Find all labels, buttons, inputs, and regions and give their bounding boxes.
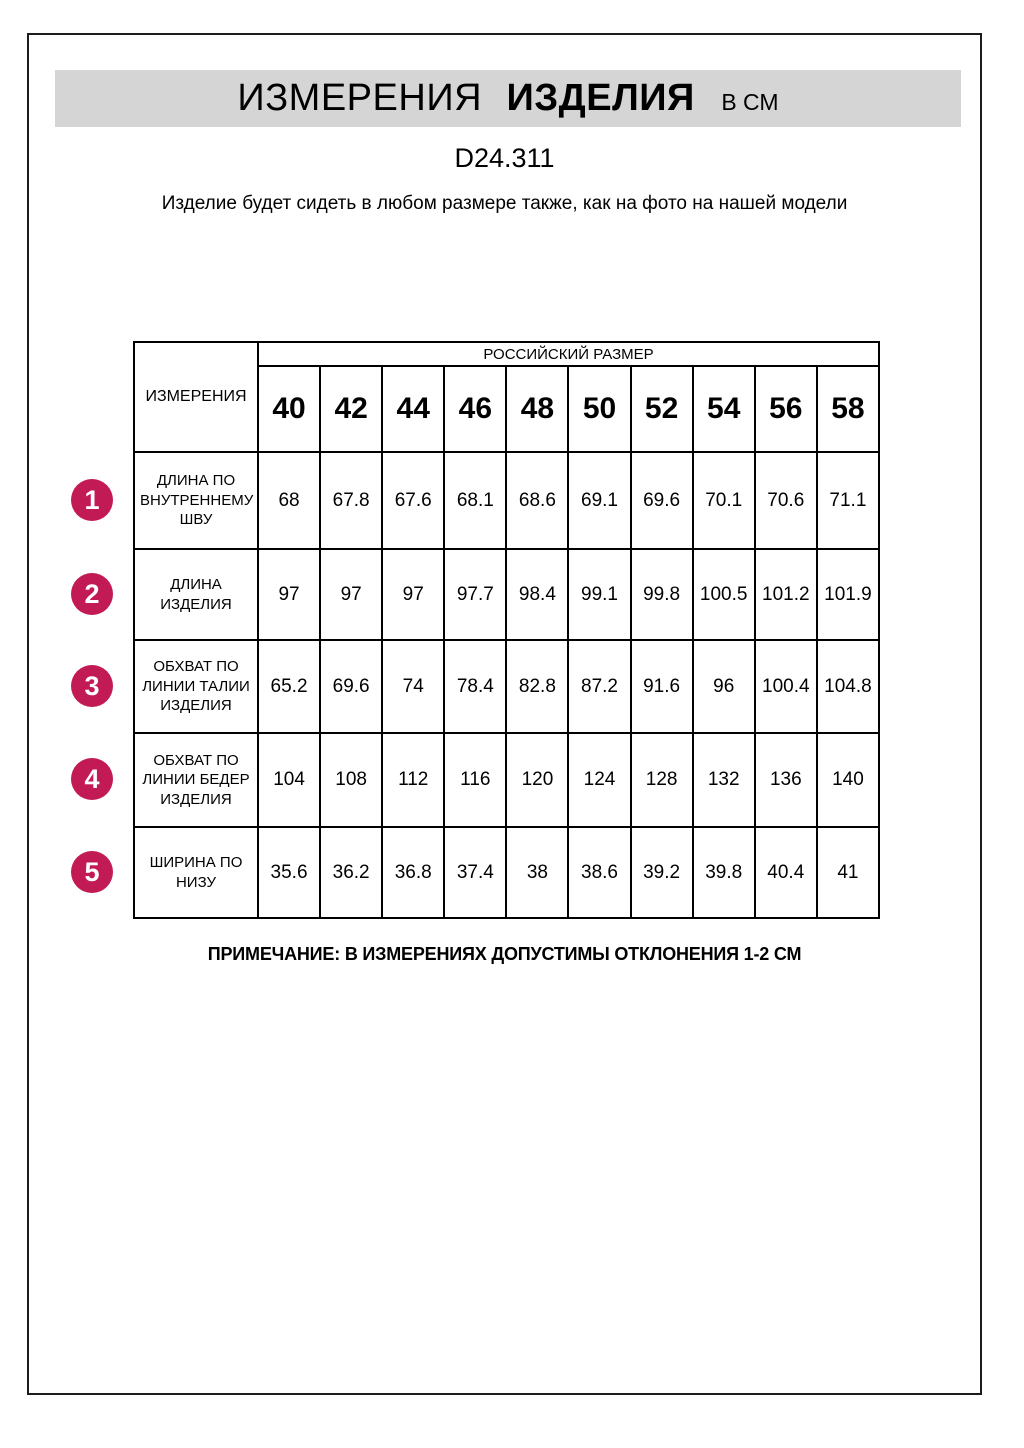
size-table-wrap — [84, 341, 880, 919]
measurement-value: 87.2 — [568, 640, 630, 733]
measurement-value: 100.4 — [755, 640, 817, 733]
group-header-row — [134, 342, 879, 366]
table-row — [134, 452, 879, 549]
measurement-value: 104 — [258, 733, 320, 827]
measurement-value: 100.5 — [693, 549, 755, 640]
row-number-badge: 2 — [71, 573, 113, 615]
page-title-unit: В СМ — [721, 89, 779, 115]
measurement-value: 67.8 — [320, 452, 382, 549]
size-column-header: 58 — [817, 366, 879, 452]
page-title-main: ИЗМЕРЕНИЯ — [237, 77, 483, 119]
table-row — [134, 733, 879, 827]
measurement-value: 68.1 — [444, 452, 506, 549]
measurement-value: 124 — [568, 733, 630, 827]
measurement-value: 69.6 — [631, 452, 693, 549]
measurement-label: ДЛИНА ИЗДЕЛИЯ — [134, 549, 258, 640]
measurement-value: 39.8 — [693, 827, 755, 918]
measurement-value: 78.4 — [444, 640, 506, 733]
measurement-value: 99.8 — [631, 549, 693, 640]
measurement-value: 39.2 — [631, 827, 693, 918]
model-code: D24.311 — [454, 143, 555, 173]
corner-header-cell: ИЗМЕРЕНИЯ — [134, 342, 258, 452]
size-column-header: 42 — [320, 366, 382, 452]
measurement-value: 97 — [258, 549, 320, 640]
measurement-value: 120 — [506, 733, 568, 827]
size-column-header: 40 — [258, 366, 320, 452]
subtitle: Изделие будет сидеть в любом размере также, как на фото на нашей модели — [161, 193, 848, 214]
measurement-value: 36.8 — [382, 827, 444, 918]
measurement-value: 91.6 — [631, 640, 693, 733]
measurement-value: 68 — [258, 452, 320, 549]
measurement-value: 140 — [817, 733, 879, 827]
table-row — [134, 827, 879, 918]
measurement-value: 101.9 — [817, 549, 879, 640]
measurement-value: 132 — [693, 733, 755, 827]
measurement-value: 67.6 — [382, 452, 444, 549]
measurement-value: 69.6 — [320, 640, 382, 733]
size-column-header: 48 — [506, 366, 568, 452]
measurement-value: 128 — [631, 733, 693, 827]
table-row — [134, 549, 879, 640]
measurement-label: ШИРИНА ПО НИЗУ — [134, 827, 258, 918]
measurement-value: 70.6 — [755, 452, 817, 549]
measurement-value: 74 — [382, 640, 444, 733]
row-number-badge: 1 — [71, 479, 113, 521]
measurement-value: 97 — [320, 549, 382, 640]
measurement-value: 68.6 — [506, 452, 568, 549]
row-number-badge: 4 — [71, 758, 113, 800]
measurement-value: 82.8 — [506, 640, 568, 733]
size-column-header: 50 — [568, 366, 630, 452]
measurement-value: 99.1 — [568, 549, 630, 640]
measurement-value: 38 — [506, 827, 568, 918]
measurement-value: 101.2 — [755, 549, 817, 640]
size-table — [133, 341, 880, 919]
measurement-value: 69.1 — [568, 452, 630, 549]
row-number-badge: 5 — [71, 851, 113, 893]
measurement-label: ДЛИНА ПО ВНУТРЕННЕМУ ШВУ — [134, 452, 258, 549]
measurement-value: 65.2 — [258, 640, 320, 733]
size-column-header: 56 — [755, 366, 817, 452]
measurement-value: 71.1 — [817, 452, 879, 549]
measurement-value: 35.6 — [258, 827, 320, 918]
measurement-value: 97.7 — [444, 549, 506, 640]
note-text: ПРИМЕЧАНИЕ: В ИЗМЕРЕНИЯХ ДОПУСТИМЫ ОТКЛОНЕНИЯ 1-2 СМ — [207, 944, 802, 964]
size-column-header: 46 — [444, 366, 506, 452]
title-bar — [55, 70, 961, 127]
page-title-emphasis: ИЗДЕЛИЯ — [506, 77, 695, 119]
table-row — [134, 640, 879, 733]
measurement-value: 108 — [320, 733, 382, 827]
measurement-value: 38.6 — [568, 827, 630, 918]
measurement-value: 37.4 — [444, 827, 506, 918]
row-number-badge: 3 — [71, 665, 113, 707]
measurement-value: 104.8 — [817, 640, 879, 733]
measurement-value: 97 — [382, 549, 444, 640]
measurement-value: 116 — [444, 733, 506, 827]
measurement-value: 41 — [817, 827, 879, 918]
measurement-value: 70.1 — [693, 452, 755, 549]
measurement-value: 96 — [693, 640, 755, 733]
size-column-header: 52 — [631, 366, 693, 452]
group-header-cell: РОССИЙСКИЙ РАЗМЕР — [258, 342, 879, 366]
size-column-header: 54 — [693, 366, 755, 452]
size-column-header: 44 — [382, 366, 444, 452]
measurement-label: ОБХВАТ ПО ЛИНИИ БЕДЕР ИЗДЕЛИЯ — [134, 733, 258, 827]
measurement-value: 136 — [755, 733, 817, 827]
measurement-label: ОБХВАТ ПО ЛИНИИ ТАЛИИ ИЗДЕЛИЯ — [134, 640, 258, 733]
measurement-value: 112 — [382, 733, 444, 827]
measurement-value: 40.4 — [755, 827, 817, 918]
measurement-value: 36.2 — [320, 827, 382, 918]
measurement-value: 98.4 — [506, 549, 568, 640]
document-page — [27, 33, 982, 1395]
